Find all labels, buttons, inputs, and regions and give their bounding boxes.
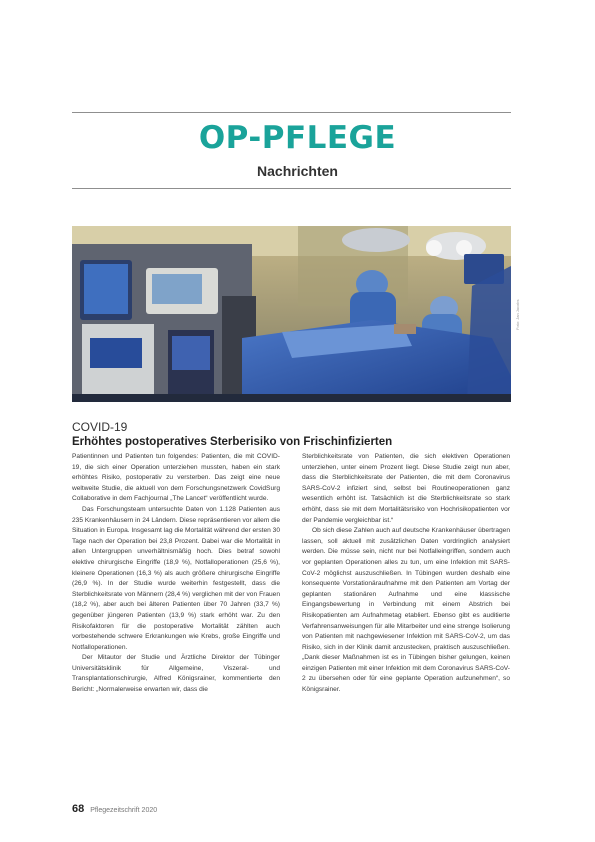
bottom-divider (72, 188, 511, 189)
article-headline: Erhöhtes postoperatives Sterberisiko von Frischinfizierten (72, 436, 393, 448)
publication-name: Pflegezeitschrift 2020 (90, 807, 158, 814)
paragraph: Ob sich diese Zahlen auch auf deutsche Krankenhäuser übertragen lassen, soll aktuell mit zusätzlichen Daten vordringlich analysiert werden. Die müsse sein, nicht nur bei Notfalleingriffen, sondern auch vor geplanten Operationen alles zu tun, um eine Infektion mit SARS-CoV-2 möglichst auszuschließen. In Tübingen wurden deshalb eine konsequente Vorstationäraufnahme mit den Patienten am Vortag der geplanten stationären Aufnahme und eine klassische Eingangsbewertung in Verbindung mit einem Abstrich bei Risikopatienten am Aufnahmetag etabliert. Ebenso gibt es auditierte Verfahrensanweisungen für alle Mitarbeiter und eine strenge Isolierung von Patienten mit nachgewiesener Infektion mit SARS-CoV-2, um das Risiko, sich in der Klinik damit anzustecken, praktisch auszuschließen. „Dank dieser Maßnahmen ist es in Tübingen bisher gelungen, keinen einzigen Patienten mit einer Infektion mit dem Coronavirus SARS-CoV-2 zu übersehen oder für eine geplante Operation aufzunehmen“, so Königsrainer. (302, 527, 510, 694)
paragraph: Sterblichkeitsrate von Patienten, die sich elektiven Operationen unterziehen, unter einem Prozent liegt. Diese Studie zeigt nun aber, dass die Sterblichkeitsrate der Patienten, die mit dem Coronavirus SARS-CoV-2 infiziert sind, selbst bei Routineoperationen ganz wesentlich erhöht ist. Tatsächlich ist die Sterblichkeitsrate so stark erhöht, dass sie mit dem Mortalitätsrisiko von Hochrisikopatienten vor der Pandemie vergleichbar ist.“ (302, 453, 510, 524)
section-title: OP-PFLEGE (198, 120, 397, 156)
article-column-right (302, 452, 510, 696)
article-column-left (72, 452, 280, 696)
paragraph: Der Mitautor der Studie und Ärztliche Direktor der Tübinger Universitätsklinik für Allgemeine, Viszeral- und Transplantationschirurgie, Alfred Königsrainer, kommentierte den Bericht: „Normalerweise erwarten wir, dass die (72, 654, 280, 694)
operating-room-photo (72, 226, 511, 402)
page-footer (72, 803, 157, 815)
page-number: 68 (72, 803, 85, 815)
paragraph: Das Forschungsteam untersuchte Daten von 1.128 Patienten aus 235 Krankenhäusern in 24 Ländern. Diese repräsentieren vor allem die Situation in Europa. Insgesamt lag die Mortalität während der ersten 30 Tage nach der Operation bei 23,8 Prozent. Dabei war die Mortalität in allen Untergruppen unverhältnismäßig hoch. Dies betraf sowohl elektive chirurgische Eingriffe (18,9 %), Notfalloperationen (25,6 %), kleinere Operationen (16,3 %) als auch größere chirurgische Eingriffe (26,9 %). In der Studie wurde weiterhin festgestellt, dass die Sterblichkeitsrate von Männern (28,4 %) verglichen mit der von Frauen (18,2 %), aber auch bei älteren Patienten über 70 Jahren (33,7 %) gegenüber jüngeren Patienten (13,9 %) stark erhöht war. Zu den Risikofaktoren für die postoperative Mortalität zählten auch vorbestehende schwere Erkrankungen wie Krebs, große Eingriffe und Notfalloperationen. (72, 505, 280, 651)
top-divider (72, 112, 511, 113)
paragraph: Patientinnen und Patienten tun folgendes: Patienten, die mit COVID-19, die sich einer Operation unterziehen mussten, haben ein stark erhöhtes Risiko, postoperativ zu versterben. Das zeigt eine neue weltweite Studie, die aktuell von dem Forschungsnetzwerk CovidSurg Collaborative in dem Fachjournal „The Lancet“ veröffentlicht wurde. (72, 453, 280, 503)
operating-room-illustration (72, 226, 511, 402)
article-kicker: COVID-19 (72, 420, 128, 434)
section-subtitle: Nachrichten (257, 163, 338, 179)
photo-credit: Foto: Jan Jacobs (515, 299, 520, 330)
